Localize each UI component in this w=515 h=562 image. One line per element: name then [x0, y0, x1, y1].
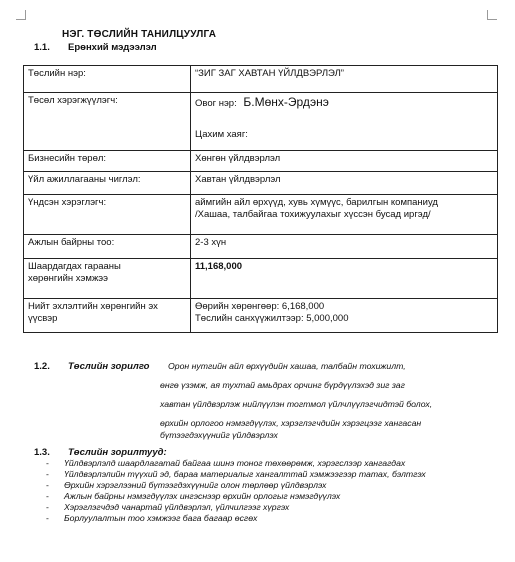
goal-line-4: өрхийн орлогоо нэмэгдүүлэх, хэрэглэгчдийн хэрэгцээг хангасан: [160, 418, 422, 428]
funding-source-label-line-2: үүсвэр: [28, 313, 58, 324]
main-customer-line-2: /Хашаа, талбайгаа тохижуулахыг хүссэн бусад иргэд/: [195, 209, 431, 220]
business-type-label: Бизнесийн төрөл:: [24, 151, 191, 172]
implementer-label: Төсөл хэрэгжүүлэгч:: [24, 93, 191, 151]
list-item: [46, 502, 501, 513]
goal-line-1: Орон нутгийн айл өрхүүдийн хашаа, талбайн тохижилт,: [168, 361, 406, 371]
objective-text: Үйлдвэрлэлийн түүхий эд, бараа материалыг хангалттай хэмжээгээр татах, бэлтгэх: [64, 469, 426, 479]
implementer-cell: [191, 93, 498, 151]
list-item: [46, 513, 501, 524]
table-row: [24, 259, 498, 299]
main-customer-cell: [191, 195, 498, 235]
startup-capital-value: 11,168,000: [191, 259, 498, 299]
funding-source-label: [24, 299, 191, 333]
funding-source-label-line-1: Нийт эхлэлтийн хөрөнгийн эх: [28, 301, 158, 312]
table-row: [24, 66, 498, 93]
table-row: [24, 235, 498, 259]
surname-label: Овог нэр:: [195, 98, 237, 109]
objective-text: Үйлдвэрлэлд шаардлагатай байгаа шинэ тоног төхөөрөмж, хэрэгслээр хангагдах: [64, 458, 406, 468]
bullet-dash: -: [46, 469, 49, 479]
email-label: Цахим хаяг:: [195, 129, 248, 140]
bullet-dash: -: [46, 480, 49, 490]
activity-direction-value: Хавтан үйлдвэрлэл: [191, 172, 498, 195]
section-1-3-title: Төслийн зорилтууд:: [68, 447, 167, 458]
project-name-label: Төслийн нэр:: [24, 66, 191, 93]
section-1-1-title: Ерөнхий мэдээлэл: [68, 42, 157, 53]
table-row: [24, 151, 498, 172]
chapter-heading: НЭГ. ТӨСЛИЙН ТАНИЛЦУУЛГА: [62, 29, 217, 40]
startup-capital-label-line-1: Шаардагдах гарааны: [28, 261, 121, 272]
bullet-dash: -: [46, 458, 49, 468]
objective-text: Хэрэглэгчдэд чанартай үйлдвэрлэл, үйлчилгээг хүргэх: [64, 502, 290, 512]
project-name-value: “ЗИГ ЗАГ ХАВТАН ҮЙЛДВЭРЛЭЛ”: [191, 66, 498, 93]
goal-line-5: бүтээгдэхүүнийг үйлдвэрлэх: [160, 430, 278, 440]
section-1-2-title: Төслийн зорилго: [68, 361, 150, 372]
table-row: [24, 172, 498, 195]
own-funds: Өөрийн хөрөнгөөр: 6,168,000: [195, 301, 325, 312]
bullet-dash: -: [46, 491, 49, 501]
goal-line-2: өнгө үзэмж, ая тухтай амьдрах орчинг бүрдүүлэхэд зиг заг: [160, 380, 405, 390]
margin-corner-marker-top-left: [16, 10, 26, 20]
section-1-1-number: 1.1.: [34, 42, 50, 53]
section-1-2-number: 1.2.: [34, 361, 50, 372]
goal-line-3: хавтан үйлдвэрлэж нийлүүлэн тогтмол үйлчлүүлэгчидтэй болох,: [160, 399, 433, 409]
list-item: [46, 480, 501, 491]
list-item: [46, 469, 501, 480]
main-customer-label: Үндсэн хэрэглэгч:: [24, 195, 191, 235]
bullet-dash: -: [46, 513, 49, 523]
surname-value: Б.Мөнх-Эрдэнэ: [243, 95, 329, 109]
table-row: [24, 93, 498, 151]
startup-capital-label: [24, 259, 191, 299]
objectives-list: [46, 458, 501, 524]
activity-direction-label: Үйл ажиллагааны чиглэл:: [24, 172, 191, 195]
list-item: [46, 458, 501, 469]
funding-source-cell: [191, 299, 498, 333]
business-type-value: Хөнгөн үйлдвэрлэл: [191, 151, 498, 172]
list-item: [46, 491, 501, 502]
table-row: [24, 195, 498, 235]
project-info-table: [23, 65, 498, 333]
objective-text: Ажлын байрны нэмэгдүүлэх ингэснээр өрхийн орлогыг нэмэгдүүлэх: [64, 491, 341, 501]
bullet-dash: -: [46, 502, 49, 512]
project-funds: Төслийн санхүүжилтээр: 5,000,000: [195, 313, 349, 324]
main-customer-line-1: аймгийн айл өрхүүд, хувь хүмүүс, барилгын компаниуд: [195, 197, 438, 208]
section-1-3-number: 1.3.: [34, 447, 50, 458]
objective-text: Өрхийн хэрэглээний бүтээгдэхүүнийг олон төрлөөр үйлдвэрлэх: [64, 480, 327, 490]
margin-corner-marker-top-right: [487, 10, 497, 20]
objective-text: Борлуулалтын тоо хэмжээг бага багаар өсгөх: [64, 513, 258, 523]
startup-capital-label-line-2: хөрөнгийн хэмжээ: [28, 273, 108, 284]
jobs-count-value: 2-3 хүн: [191, 235, 498, 259]
jobs-count-label: Ажлын байрны тоо:: [24, 235, 191, 259]
table-row: [24, 299, 498, 333]
